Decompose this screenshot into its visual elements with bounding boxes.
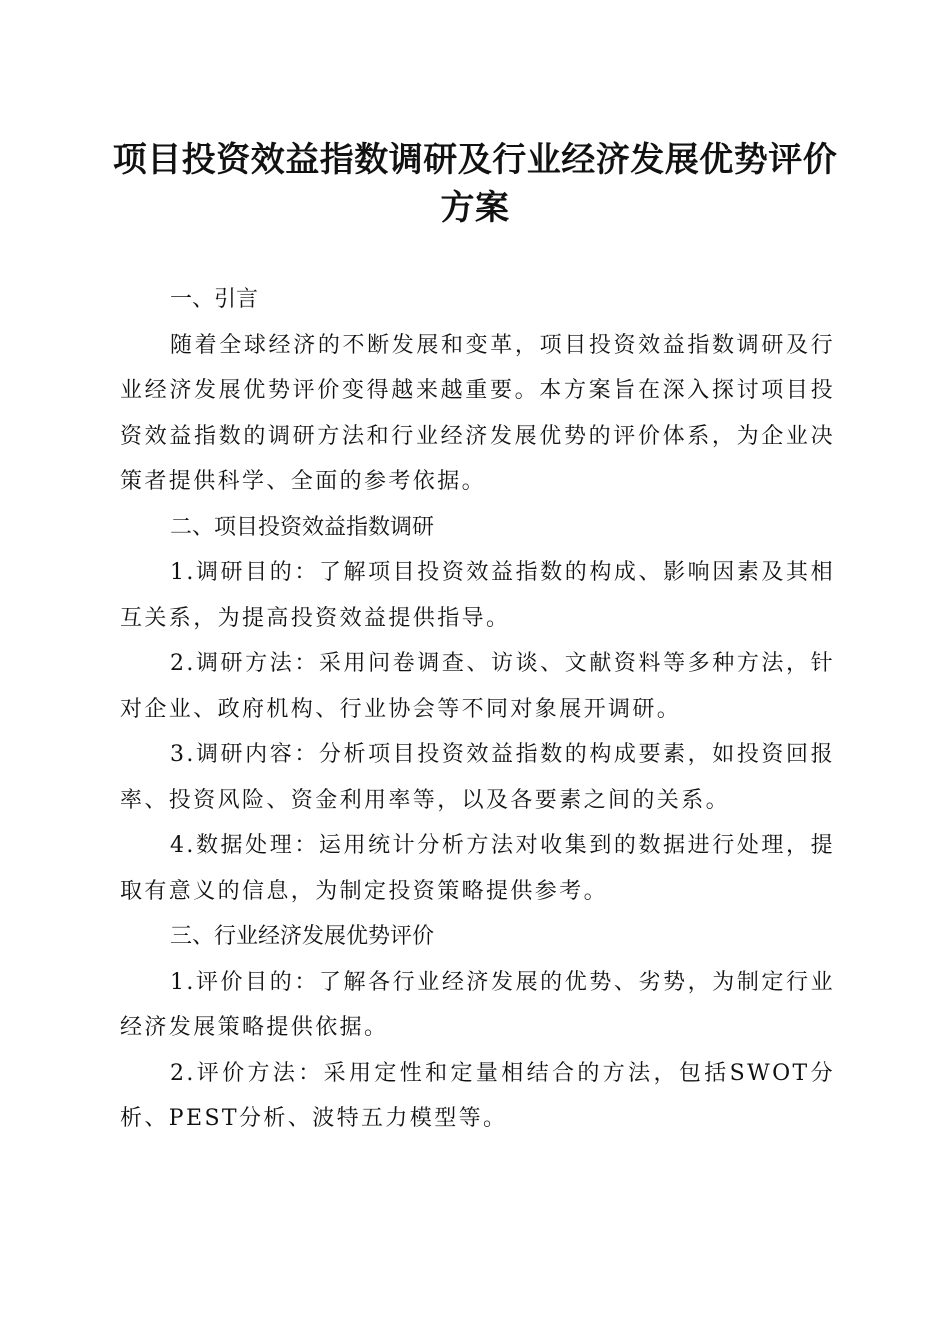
- research-purpose-paragraph: 1.调研目的：了解项目投资效益指数的构成、影响因素及其相互关系，为提高投资效益提供指导。: [120, 560, 835, 631]
- evaluation-method-paragraph: 2.评价方法：采用定性和定量相结合的方法，包括SWOT分析、PEST分析、波特五力模型等。: [120, 1060, 835, 1131]
- section-heading-industry-evaluation: 三、行业经济发展优势评价: [170, 924, 435, 949]
- section-heading-introduction: 一、引言: [170, 287, 259, 312]
- document-title: 项目投资效益指数调研及行业经济发展优势评价方案: [112, 140, 838, 228]
- document-body: [120, 277, 835, 1142]
- evaluation-purpose-paragraph: 1.评价目的：了解各行业经济发展的优势、劣势，为制定行业经济发展策略提供依据。: [120, 969, 835, 1040]
- introduction-paragraph: 随着全球经济的不断发展和变革，项目投资效益指数调研及行业经济发展优势评价变得越来越重要。本方案旨在深入探讨项目投资效益指数的调研方法和行业经济发展优势的评价体系，为企业决策者提供科学、全面的参考依据。: [120, 332, 835, 494]
- section-heading-investment-research: 二、项目投资效益指数调研: [170, 514, 435, 540]
- research-method-paragraph: 2.调研方法：采用问卷调查、访谈、文献资料等多种方法，针对企业、政府机构、行业协会等不同对象展开调研。: [120, 651, 835, 722]
- data-processing-paragraph: 4.数据处理：运用统计分析方法对收集到的数据进行处理，提取有意义的信息，为制定投资策略提供参考。: [120, 833, 835, 904]
- research-content-paragraph: 3.调研内容：分析项目投资效益指数的构成要素，如投资回报率、投资风险、资金利用率等，以及各要素之间的关系。: [120, 742, 835, 813]
